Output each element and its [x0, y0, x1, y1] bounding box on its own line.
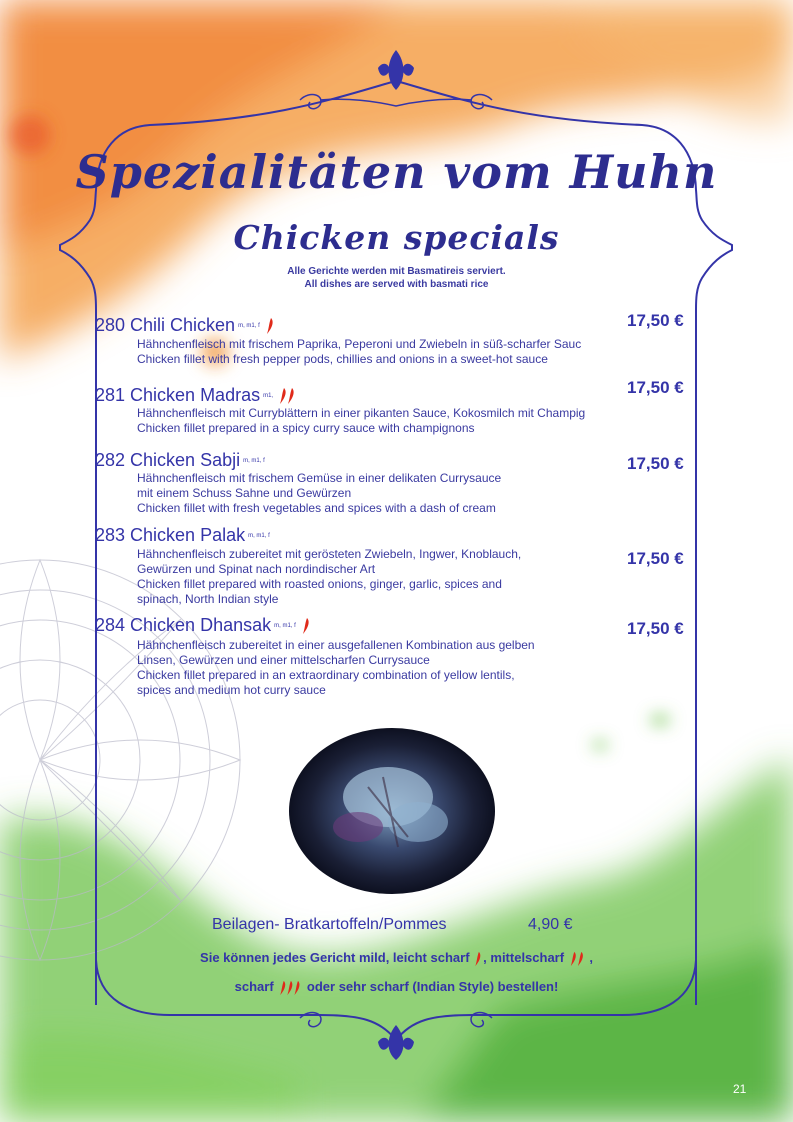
- menu-item-price: 17,50 €: [627, 549, 684, 568]
- page-title: Spezialitäten vom Huhn: [75, 145, 718, 199]
- note-german: Alle Gerichte werden mit Basmatireis serviert.: [287, 266, 506, 277]
- spice-text: ,: [585, 950, 593, 965]
- description-line: Chicken fillet with fresh vegetables and spices with a dash of cream: [137, 501, 496, 515]
- menu-item-price: 17,50 €: [627, 311, 684, 330]
- description-line: Hähnchenfleisch mit frischem Paprika, Peperoni und Zwiebeln in süß-scharfer Sauc: [137, 337, 582, 351]
- description-line: Chicken fillet prepared in an extraordinary combination of yellow lentils,: [137, 668, 515, 682]
- description-line: Chicken fillet prepared in a spicy curry sauce with champignons: [137, 421, 475, 435]
- description-line: Hähnchenfleisch zubereitet mit gerösteten Zwiebeln, Ingwer, Knoblauch,: [137, 547, 522, 561]
- menu-item-description: [137, 547, 521, 607]
- bottom-ornament: [378, 1025, 414, 1060]
- menu-item-title: [95, 450, 265, 471]
- allergen-codes: m1,: [263, 393, 274, 400]
- allergen-codes: m, m1, f: [243, 458, 265, 465]
- description-line: Linsen, Gewürzen und einer mittelscharfen Currysauce: [137, 653, 430, 667]
- description-line: mit einem Schuss Sahne und Gewürzen: [137, 486, 352, 500]
- page-subtitle: Chicken specials: [233, 218, 560, 257]
- menu-item-title: [95, 525, 270, 546]
- chili-icon: [301, 617, 311, 635]
- menu-item-name: 281 Chicken Madras: [95, 385, 261, 405]
- page-number: 21: [733, 1082, 747, 1096]
- spice-text: scharf: [234, 979, 274, 994]
- sides-price: 4,90 €: [528, 916, 573, 933]
- description-line: spices and medium hot curry sauce: [137, 683, 326, 697]
- menu-item-name: 282 Chicken Sabji: [95, 450, 241, 470]
- allergen-codes: m, m1, f: [238, 323, 260, 330]
- spice-text: , mittelscharf: [483, 950, 565, 965]
- description-line: Chicken fillet with fresh pepper pods, chillies and onions in a sweet-hot sauce: [137, 352, 548, 366]
- menu-item-price: 17,50 €: [627, 378, 684, 397]
- spice-text: oder sehr scharf (Indian Style) bestellen!: [303, 979, 559, 994]
- chili-icon: [265, 317, 275, 335]
- menu-item-description: [137, 471, 501, 516]
- spice-note-line2: [0, 979, 793, 996]
- description-line: Hähnchenfleisch zubereitet in einer ausgefallenen Kombination aus gelben: [137, 638, 535, 652]
- menu-item-description: [137, 337, 581, 367]
- menu-item-description: [137, 406, 585, 436]
- double-chili-icon: [568, 951, 586, 967]
- description-line: Gewürzen und Spinat nach nordindischer Art: [137, 562, 376, 576]
- food-photo: [288, 727, 496, 895]
- menu-item-title: [95, 615, 311, 636]
- double-chili-icon: [278, 387, 296, 405]
- menu-item-title: [95, 385, 296, 406]
- menu-item-price: 17,50 €: [627, 619, 684, 638]
- menu-item-name: 280 Chili Chicken: [95, 315, 236, 335]
- description-line: Hähnchenfleisch mit frischem Gemüse in einer delikaten Currysauce: [137, 471, 502, 485]
- allergen-codes: m, m1, f: [248, 533, 270, 540]
- allergen-codes: m, m1, f: [274, 623, 296, 630]
- menu-item-name: 283 Chicken Palak: [95, 525, 246, 545]
- spice-note-line1: [0, 950, 793, 967]
- menu-item-name: 284 Chicken Dhansak: [95, 615, 272, 635]
- chili-icon: [473, 951, 483, 967]
- menu-item-price: 17,50 €: [627, 454, 684, 473]
- sides-label: Beilagen- Bratkartoffeln/Pommes: [212, 916, 447, 933]
- description-line: Chicken fillet prepared with roasted onions, ginger, garlic, spices and: [137, 577, 502, 591]
- description-line: Hähnchenfleisch mit Curryblättern in einer pikanten Sauce, Kokosmilch mit Champig: [137, 406, 586, 420]
- description-line: spinach, North Indian style: [137, 592, 279, 606]
- menu-item-title: [95, 315, 275, 336]
- spice-text: Sie können jedes Gericht mild, leicht scharf: [200, 950, 470, 965]
- triple-chili-icon: [277, 980, 303, 996]
- note-english: All dishes are served with basmati rice: [304, 279, 489, 290]
- menu-item-description: [137, 638, 535, 698]
